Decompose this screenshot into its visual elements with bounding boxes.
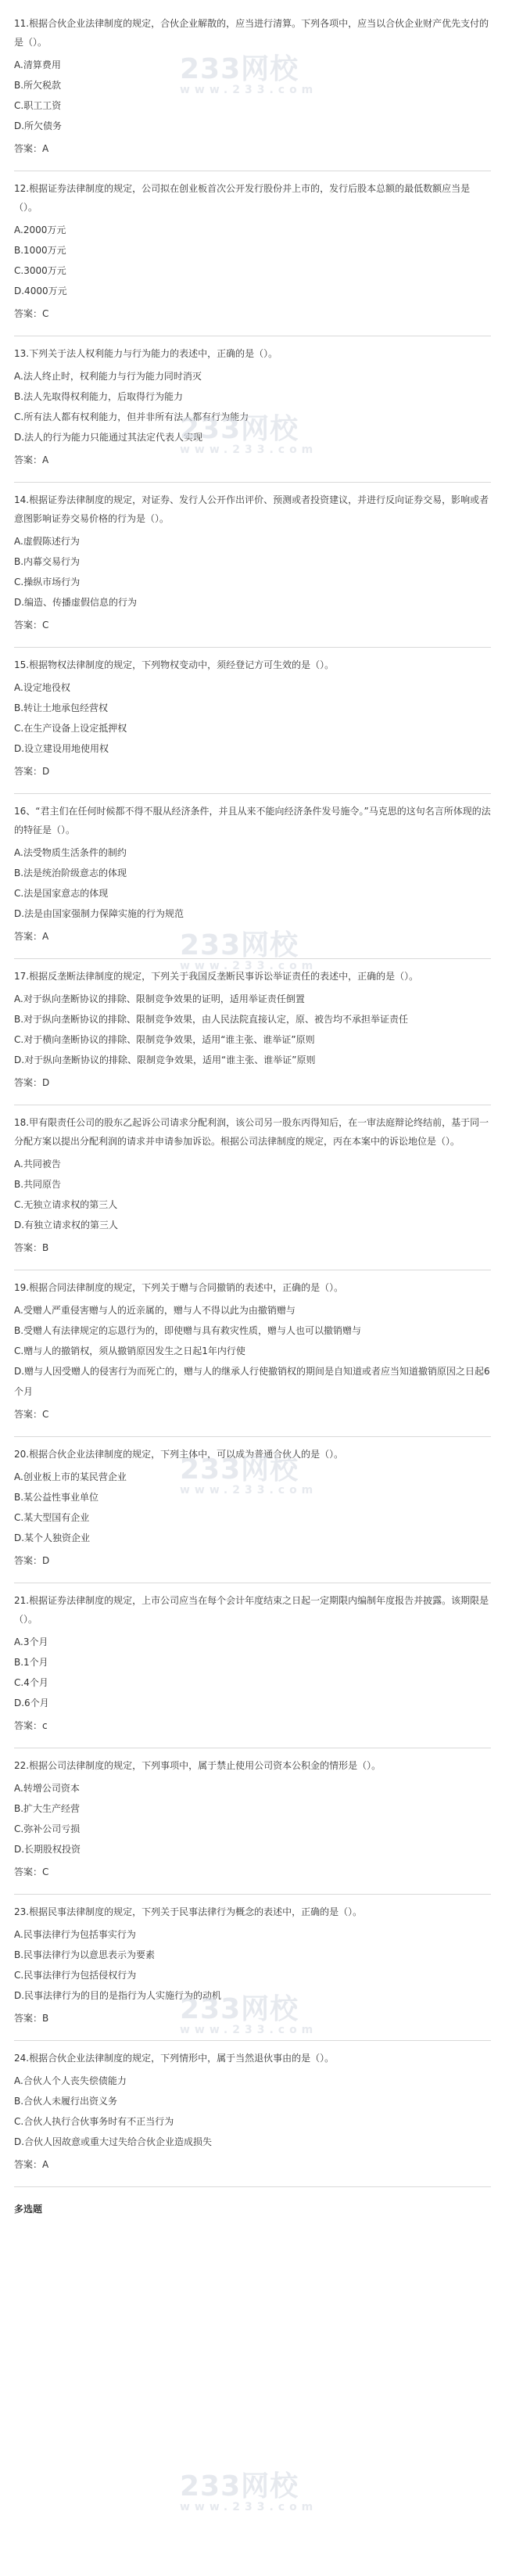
answer-option: D.法是由国家强制力保障实施的行为规范 [14,908,184,919]
answer-option: B.受赠人有法律规定的忘恩行为的，即使赠与具有救灾性质，赠与人也可以撤销赠与 [14,1325,362,1336]
question-stem: 12.根据证券法律制度的规定，公司拟在创业板首次公开发行股份并上市的，发行后股本总额的最低数额应当是（）。 [14,183,471,213]
question-block [14,1895,491,2041]
question-stem: 22.根据公司法律制度的规定，下列事项中，属于禁止使用公司资本公积金的情形是（）。 [14,1760,381,1771]
answer-option: A.虚假陈述行为 [14,536,80,547]
answer-option: A.设定地役权 [14,682,70,693]
answer-option: A.2000万元 [14,225,66,235]
answer-option: D.赠与人因受赠人的侵害行为而死亡的，赠与人的继承人行使撤销权的期间是自知道或者应当知道撤销原因之日起6个月 [14,1366,490,1397]
question-block [14,2041,491,2187]
answer-option: D.某个人独资企业 [14,1532,91,1543]
question-stem: 16、“君主们在任何时候都不得不服从经济条件，并且从来不能向经济条件发号施令。”马克思的这句名言所体现的法的特征是（）。 [14,806,491,835]
question-block [14,794,491,959]
answer-option: A.创业板上市的某民营企业 [14,1471,127,1482]
answer-key: 答案：B [14,2013,49,2024]
answer-option: D.4000万元 [14,286,67,296]
watermark-url: www.233.com [180,1484,318,1496]
answer-option: B.内幕交易行为 [14,556,81,567]
question-block [14,6,491,171]
answer-key: 答案：C [14,1409,49,1420]
answer-option: D.长期股权投资 [14,1844,81,1855]
answer-key: 答案：A [14,454,49,465]
question-block [14,1437,491,1583]
answer-option: A.法受物质生活条件的制约 [14,847,127,858]
answer-option: B.民事法律行为以意思表示为要素 [14,1949,156,1960]
answer-option: B.1个月 [14,1657,48,1668]
answer-option: B.法是统治阶级意志的体现 [14,868,127,878]
watermark-url: www.233.com [180,444,318,456]
watermark-logo [180,2464,317,2513]
question-block [14,959,491,1105]
answer-key: 答案：D [14,766,50,777]
answer-key: 答案：C [14,620,49,631]
answer-option: C.法是国家意志的体现 [14,888,109,899]
question-block [14,1270,491,1437]
answer-option: A.民事法律行为包括事实行为 [14,1929,136,1940]
watermark-brand: 233网校 [180,413,299,445]
answer-option: C.操纵市场行为 [14,577,81,587]
question-stem: 17.根据反垄断法律制度的规定，下列关于我国反垄断民事诉讼举证责任的表述中，正确的是（）。 [14,971,419,982]
answer-option: C.所有法人都有权利能力，但并非所有法人都有行为能力 [14,411,249,422]
answer-key: 答案：C [14,308,49,319]
answer-key: 答案：C [14,1866,49,1877]
watermark-brand: 233网校 [180,1993,299,2025]
answer-option: A.共同被告 [14,1159,61,1169]
answer-key: 答案：c [14,1720,48,1731]
answer-option: B.某公益性事业单位 [14,1492,99,1503]
answer-key: 答案：A [14,931,49,942]
question-stem: 20.根据合伙企业法律制度的规定，下列主体中，可以成为普通合伙人的是（）。 [14,1449,344,1460]
question-block [14,483,491,648]
question-block [14,1105,491,1270]
answer-option: A.合伙人个人丧失偿债能力 [14,2075,127,2086]
answer-option: B.法人先取得权利能力，后取得行为能力 [14,391,184,402]
answer-option: A.法人终止时，权利能力与行为能力同时消灭 [14,371,202,382]
watermark-url: www.233.com [180,84,318,96]
question-stem: 15.根据物权法律制度的规定，下列物权变动中，须经登记方可生效的是（）。 [14,659,335,670]
question-stem: 11.根据合伙企业法律制度的规定，合伙企业解散的，应当进行清算。下列各项中，应当以合伙企业财产优先支付的是（）。 [14,18,489,48]
answer-option: B.转让土地承包经营权 [14,702,109,713]
answer-key: 答案：B [14,1242,49,1253]
answer-option: D.所欠债务 [14,120,63,131]
answer-key: 答案：D [14,1077,50,1088]
question-stem: 21.根据证券法律制度的规定，上市公司应当在每个会计年度结束之日起一定期限内编制年度报告并披露。该期限是（）。 [14,1595,489,1625]
watermark-url: www.233.com [180,960,318,972]
answer-option: D.有独立请求权的第三人 [14,1220,119,1231]
answer-option: D.6个月 [14,1698,49,1708]
answer-option: C.对于横向垄断协议的排除、限制竞争效果，适用“谁主张、谁举证”原则 [14,1034,315,1045]
answer-option: D.对于纵向垄断协议的排除、限制竞争效果，适用“谁主张、谁举证”原则 [14,1054,316,1065]
question-block [14,1748,491,1895]
answer-option: C.职工工资 [14,100,62,111]
answer-option: C.某大型国有企业 [14,1512,90,1523]
answer-option: A.3个月 [14,1636,48,1647]
question-stem: 24.根据合伙企业法律制度的规定，下列情形中，属于当然退伙事由的是（）。 [14,2053,335,2064]
answer-option: B.共同原告 [14,1179,62,1190]
answer-option: A.清算费用 [14,59,61,70]
question-stem: 23.根据民事法律制度的规定，下列关于民事法律行为概念的表述中，正确的是（）。 [14,1906,363,1917]
watermark-brand: 233网校 [180,53,299,85]
answer-option: B.扩大生产经营 [14,1803,81,1814]
answer-option: B.所欠税款 [14,80,62,91]
question-stem: 14.根据证券法律制度的规定，对证券、发行人公开作出评价、预测或者投资建议，并进行反向证券交易，影响或者意图影响证券交易价格的行为是（）。 [14,494,489,524]
answer-option: D.编造、传播虚假信息的行为 [14,597,138,608]
question-block [14,336,491,483]
answer-option: B.合伙人未履行出资义务 [14,2096,118,2107]
answer-option: D.设立建设用地使用权 [14,743,109,754]
answer-option: A.受赠人严重侵害赠与人的近亲属的，赠与人不得以此为由撤销赠与 [14,1305,295,1316]
answer-option: B.对于纵向垄断协议的排除、限制竞争效果，由人民法院直接认定，原、被告均不承担举证责任 [14,1014,409,1025]
answer-option: C.赠与人的撤销权，须从撤销原因发生之日起1年内行使 [14,1345,245,1356]
answer-option: A.转增公司资本 [14,1783,80,1794]
answer-option: D.合伙人因故意或重大过失给合伙企业造成损失 [14,2136,213,2147]
question-block [14,1583,491,1748]
answer-option: C.民事法律行为包括侵权行为 [14,1970,137,1981]
answer-option: C.无独立请求权的第三人 [14,1199,118,1210]
answer-option: B.1000万元 [14,245,66,256]
answer-key: 答案：D [14,1555,50,1566]
question-stem: 19.根据合同法律制度的规定，下列关于赠与合同撤销的表述中，正确的是（）。 [14,1282,344,1293]
watermark-url: www.233.com [180,2024,318,2036]
question-stem: 13.下列关于法人权利能力与行为能力的表述中，正确的是（）。 [14,348,278,359]
answer-option: C.3000万元 [14,265,66,276]
question-block [14,648,491,794]
answer-option: A.对于纵向垄断协议的排除、限制竞争效果的证明，适用举证责任倒置 [14,993,305,1004]
answer-option: C.合伙人执行合伙事务时有不正当行为 [14,2116,174,2127]
watermark-brand: 233网校 [180,1453,299,1486]
question-stem: 18.甲有限责任公司的股东乙起诉公司请求分配利润，该公司另一股东丙得知后，在一审法庭辩论终结前，基于同一分配方案以提出分配利润的请求并申请参加诉讼。根据公司法律制度的规定，丙在本案中的诉讼地位是（）。 [14,1117,489,1147]
answer-option: C.4个月 [14,1677,48,1688]
watermark-brand: 233网校 [180,2470,299,2502]
answer-key: 答案：A [14,2159,49,2170]
answer-option: C.弥补公司亏损 [14,1823,81,1834]
answer-option: D.法人的行为能力只能通过其法定代表人实现 [14,432,203,443]
answer-option: D.民事法律行为的目的是指行为人实施行为的动机 [14,1990,222,2001]
watermark-url: www.233.com [180,2501,318,2513]
section-heading: 多选题 [14,2204,43,2215]
answer-key: 答案：A [14,143,49,154]
watermark-brand: 233网校 [180,929,299,961]
question-block [14,171,491,336]
answer-option: C.在生产设备上设定抵押权 [14,723,127,734]
